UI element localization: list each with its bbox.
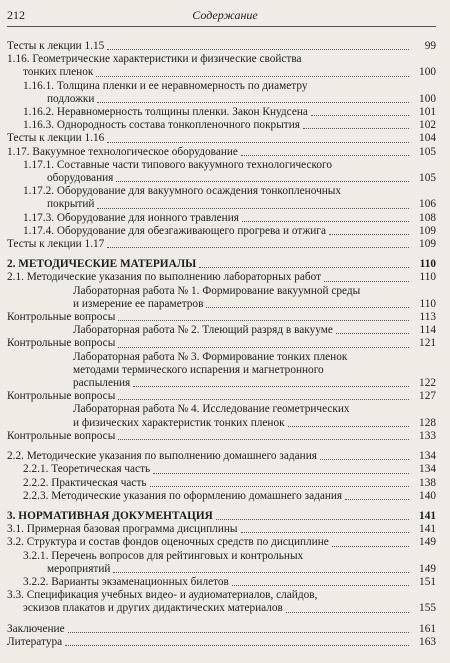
leader-dots bbox=[320, 459, 409, 460]
toc-entry bbox=[7, 311, 436, 324]
toc-entry bbox=[7, 589, 436, 602]
leader-dots bbox=[96, 76, 409, 77]
toc-page-number: 110 bbox=[419, 258, 436, 271]
toc-entry-text: 2.2.1. Теоретическая часть bbox=[23, 463, 151, 476]
toc-entry-text: и физических характеристик тонких пленок bbox=[73, 416, 285, 429]
toc-entry-text: 1.17.2. Оборудование для вакуумного осаждения тонкопленочных bbox=[23, 185, 342, 198]
leader-dots bbox=[324, 281, 409, 282]
toc-page-number: 141 bbox=[419, 509, 436, 522]
toc-entry-continuation bbox=[7, 377, 436, 390]
leader-dots bbox=[118, 439, 409, 440]
leader-dots bbox=[97, 102, 409, 103]
toc-page-number: 127 bbox=[419, 390, 436, 403]
leader-dots bbox=[150, 486, 409, 487]
toc-entry-continuation bbox=[7, 172, 436, 185]
toc-entry-text: 2.2. Методические указания по выполнению домашнего задания bbox=[7, 450, 317, 463]
leader-dots bbox=[118, 399, 409, 400]
toc-entry bbox=[7, 623, 436, 636]
toc-entry bbox=[7, 510, 436, 523]
leader-dots bbox=[68, 632, 409, 633]
toc-page-number: 100 bbox=[419, 92, 436, 105]
toc-entry bbox=[7, 523, 436, 536]
toc-page-number: 138 bbox=[419, 476, 436, 489]
leader-dots bbox=[241, 155, 409, 156]
toc-entry bbox=[7, 80, 436, 93]
toc-page-number: 110 bbox=[419, 271, 436, 284]
leader-dots bbox=[133, 386, 409, 387]
toc-page-number: 104 bbox=[419, 132, 436, 145]
page-header bbox=[0, 0, 450, 26]
toc-page-number: 110 bbox=[419, 297, 436, 310]
toc-page-number: 134 bbox=[419, 463, 436, 476]
toc-page-number: 113 bbox=[419, 311, 436, 324]
leader-dots bbox=[241, 532, 410, 533]
toc-entry-text: 3.2.1. Перечень вопросов для рейтинговых и контрольных bbox=[23, 549, 304, 562]
leader-dots bbox=[332, 546, 409, 547]
page-number: 212 bbox=[7, 8, 25, 22]
toc-entry-continuation bbox=[7, 364, 436, 377]
toc-entry-text: 3.2. Структура и состав фондов оценочных средств по дисциплине bbox=[7, 536, 329, 549]
toc-entry-text: 3.1. Примерная базовая программа дисциплины bbox=[7, 523, 238, 536]
toc-entry-text: 2.2.3. Методические указания по оформлению домашнего задания bbox=[23, 489, 343, 502]
toc-entry-text: мероприятий bbox=[47, 562, 111, 575]
toc-entry-text: Лабораторная работа № 4. Исследование геометрических bbox=[73, 403, 350, 416]
toc-entry-text: Лабораторная работа № 2. Тлеющий разряд в вакууме bbox=[73, 324, 333, 337]
toc-entry-text: 1.17.4. Оборудование для обезгаживающего прогрева и отжига bbox=[23, 224, 326, 237]
toc-entry bbox=[7, 550, 436, 563]
toc-entry-text: распыления bbox=[73, 377, 131, 390]
toc-entry-continuation bbox=[7, 66, 436, 79]
leader-dots bbox=[232, 585, 409, 586]
toc-entry bbox=[7, 403, 436, 416]
toc-entry bbox=[7, 132, 436, 145]
toc-entry bbox=[7, 159, 436, 172]
toc-page-number: 128 bbox=[419, 416, 436, 429]
toc-entry bbox=[7, 390, 436, 403]
toc-entry bbox=[7, 463, 436, 476]
toc-entry-continuation bbox=[7, 563, 436, 576]
toc-entry-text: 1.17.1. Составные части типового вакуумного технологического bbox=[23, 158, 333, 171]
toc-entry bbox=[7, 576, 436, 589]
toc-page-number: 149 bbox=[419, 536, 436, 549]
toc-entry bbox=[7, 119, 436, 132]
toc-page-number: 140 bbox=[419, 489, 436, 502]
toc-entry-text: Тесты к лекции 1.15 bbox=[7, 40, 105, 52]
toc-entry bbox=[7, 212, 436, 225]
toc-entry bbox=[7, 430, 436, 443]
toc-entry-text: Тесты к лекции 1.16 bbox=[7, 132, 105, 145]
leader-dots bbox=[118, 347, 409, 348]
toc-entry-text: эскизов плакатов и других дидактических материалов bbox=[23, 602, 283, 615]
leader-dots bbox=[65, 645, 409, 646]
toc-entry bbox=[7, 185, 436, 198]
toc-entry-text: 1.17.3. Оборудование для ионного травления bbox=[23, 211, 239, 224]
toc-entry bbox=[7, 238, 436, 251]
toc-page-number: 114 bbox=[419, 324, 436, 337]
toc-entry-text: Литература bbox=[7, 635, 63, 648]
toc-entry-text: Контрольные вопросы bbox=[7, 311, 116, 324]
toc-entry-text: Контрольные вопросы bbox=[7, 429, 116, 442]
toc-entry-continuation bbox=[7, 602, 436, 615]
toc-entry bbox=[7, 337, 436, 350]
toc-page-number: 106 bbox=[419, 198, 436, 211]
toc-entry bbox=[7, 225, 436, 238]
toc-entry-text: подложки bbox=[47, 92, 95, 105]
leader-dots bbox=[97, 208, 409, 209]
toc-entry-text: методами термического испарения и магнетронного bbox=[73, 363, 324, 376]
running-title: Содержание bbox=[192, 8, 258, 22]
toc-entry-text: 2. МЕТОДИЧЕСКИЕ МАТЕРИАЛЫ bbox=[7, 258, 197, 271]
toc-entry-text: Лабораторная работа № 1. Формирование вакуумной среды bbox=[73, 284, 361, 297]
toc-entry-text: 3.3. Спецификация учебных видео- и аудиоматериалов, слайдов, bbox=[7, 589, 318, 602]
toc-entry-text: тонких пленок bbox=[23, 66, 94, 79]
toc-page-number: 141 bbox=[419, 523, 436, 536]
toc-entry-text: 1.16. Геометрические характеристики и физические свойства bbox=[7, 53, 302, 66]
leader-dots bbox=[345, 499, 409, 500]
toc-entry-text: Тесты к лекции 1.17 bbox=[7, 238, 105, 251]
toc-entry-text: Лабораторная работа № 3. Формирование тонких пленок bbox=[73, 350, 348, 363]
leader-dots bbox=[329, 234, 409, 235]
toc-page-number: 109 bbox=[419, 238, 436, 251]
leader-dots bbox=[116, 181, 409, 182]
toc-page-number: 102 bbox=[419, 119, 436, 132]
toc-entry bbox=[7, 351, 436, 364]
toc-page-number: 108 bbox=[419, 211, 436, 224]
toc-entry-text: 1.16.1. Толщина пленки и ее неравномерность по диаметру bbox=[23, 79, 308, 92]
leader-dots bbox=[199, 267, 409, 268]
toc-entry bbox=[7, 146, 436, 159]
toc-page-number: 151 bbox=[419, 575, 436, 588]
leader-dots bbox=[107, 49, 409, 50]
toc-entry bbox=[7, 450, 436, 463]
leader-dots bbox=[153, 473, 409, 474]
toc-entry-text: и измерение ее параметров bbox=[73, 297, 204, 310]
leader-dots bbox=[107, 142, 409, 143]
toc-entry bbox=[7, 271, 436, 284]
leader-dots bbox=[216, 519, 409, 520]
toc-page-number: 105 bbox=[419, 172, 436, 185]
leader-dots bbox=[286, 612, 409, 613]
toc-page-number: 163 bbox=[419, 635, 436, 648]
toc-entry bbox=[7, 636, 436, 649]
toc-entry-text: 1.17. Вакуумное технологическое оборудование bbox=[7, 145, 238, 158]
leader-dots bbox=[113, 572, 409, 573]
leader-dots bbox=[311, 115, 409, 116]
toc-page-number: 100 bbox=[419, 66, 436, 79]
toc-entry-continuation bbox=[7, 198, 436, 211]
toc-entry-text: покрытий bbox=[47, 198, 95, 211]
leader-dots bbox=[336, 333, 409, 334]
toc-entry bbox=[7, 324, 436, 337]
leader-dots bbox=[118, 320, 409, 321]
toc-entry bbox=[7, 40, 436, 53]
leader-dots bbox=[107, 247, 409, 248]
toc-entry-text: Заключение bbox=[7, 622, 65, 635]
toc-entry-continuation bbox=[7, 298, 436, 311]
toc-entry-text: 2.1. Методические указания по выполнению лабораторных работ bbox=[7, 271, 322, 284]
toc-entry-continuation bbox=[7, 417, 436, 430]
toc-page-number: 149 bbox=[419, 562, 436, 575]
leader-dots bbox=[206, 307, 409, 308]
toc-entry-text: 1.16.3. Однородность состава тонкопленочного покрытия bbox=[23, 119, 300, 132]
toc-entry bbox=[7, 53, 436, 66]
leader-dots bbox=[303, 128, 409, 129]
leader-dots bbox=[288, 426, 409, 427]
toc-entry bbox=[7, 536, 436, 549]
toc-page-number: 161 bbox=[419, 622, 436, 635]
toc-entry-text: 3. НОРМАТИВНАЯ ДОКУМЕНТАЦИЯ bbox=[7, 509, 213, 522]
toc-entry bbox=[7, 477, 436, 490]
toc-page-number: 105 bbox=[419, 145, 436, 158]
toc-page-number: 101 bbox=[419, 106, 436, 119]
leader-dots bbox=[242, 221, 409, 222]
toc-page-number: 121 bbox=[419, 337, 436, 350]
toc-entry-text: 3.2.2. Варианты экзаменационных билетов bbox=[23, 575, 229, 588]
toc-page-number: 133 bbox=[419, 429, 436, 442]
toc-entry-text: 1.16.2. Неравномерность толщины пленки. Закон Кнудсена bbox=[23, 106, 308, 119]
toc-entry-text: оборудования bbox=[47, 172, 114, 185]
toc-entry-text: Контрольные вопросы bbox=[7, 337, 116, 350]
toc-entry-text: 2.2.2. Практическая часть bbox=[23, 476, 147, 489]
toc-page-number: 122 bbox=[419, 377, 436, 390]
toc-page-number: 155 bbox=[419, 602, 436, 615]
toc-entry bbox=[7, 285, 436, 298]
toc-entry bbox=[7, 490, 436, 503]
header-rule bbox=[7, 26, 436, 27]
toc-page-number: 99 bbox=[424, 40, 436, 52]
toc-entry bbox=[7, 258, 436, 271]
toc-entry-text: Контрольные вопросы bbox=[7, 390, 116, 403]
table-of-contents bbox=[7, 40, 436, 649]
toc-entry-continuation bbox=[7, 93, 436, 106]
toc-entry bbox=[7, 106, 436, 119]
toc-page-number: 109 bbox=[419, 224, 436, 237]
toc-page-number: 134 bbox=[419, 450, 436, 463]
